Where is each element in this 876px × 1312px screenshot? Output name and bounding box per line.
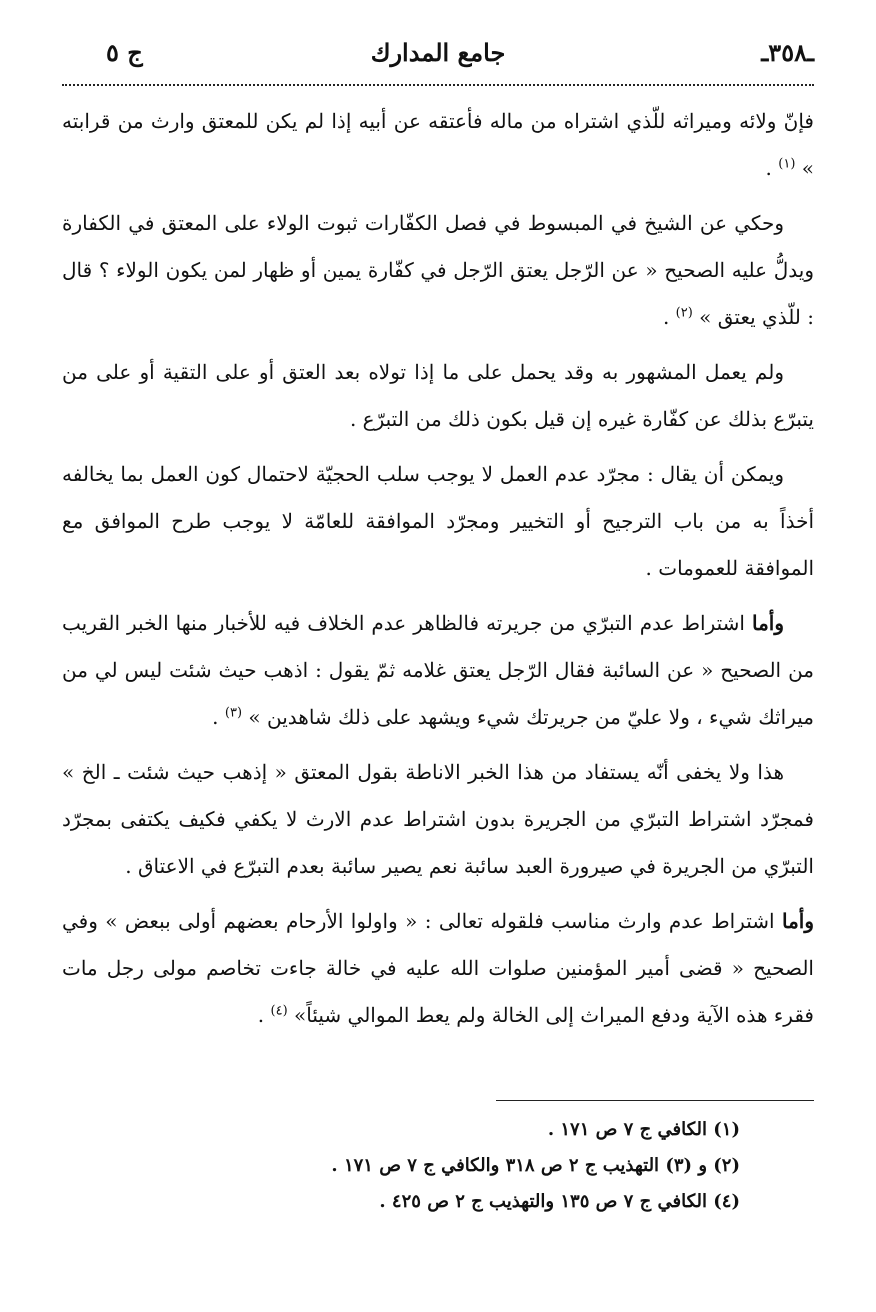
main-text (62, 98, 814, 1090)
paragraph (62, 98, 814, 192)
book-title: جامع المدارك (370, 38, 506, 67)
footnote: (٤) الكافي ج ٧ ص ١٣٥ والتهذيب ج ٢ ص ٤٢٥ . (379, 1191, 740, 1212)
header-divider (62, 84, 814, 86)
footnote: (١) الكافي ج ٧ ص ١٧١ . (547, 1119, 740, 1140)
paragraph (62, 451, 814, 592)
volume-label: ج ٥ (106, 38, 143, 67)
footnote: (٢) و (٣) التهذيب ج ٢ ص ٣١٨ والكافي ج ٧ ص ١٧١ . (331, 1155, 740, 1176)
footnote-ref: (٢) (675, 305, 693, 321)
paragraph-tail: . (257, 1003, 265, 1027)
page-number: ـ٣٥٨ـ (761, 38, 814, 67)
paragraph (62, 200, 814, 341)
page-header (62, 36, 814, 84)
paragraph-lead: وأما (781, 909, 814, 933)
paragraph-text: وحكي عن الشيخ في المبسوط في فصل الكفّارات ثبوت الولاء على المعتق في الكفارة ويدلُّ عليه الصحيح « عن الرّجل يعتق الرّجل في كفّارة يمين أو ظهار لمن يكون الولاء ؟ قال : للّذي يعتق » (62, 211, 814, 329)
paragraph-text: ويمكن أن يقال : مجرّد عدم العمل لا يوجب سلب الحجيّة لاحتمال كون العمل بما يخالفه أخذاً به من باب الترجيح أو التخيير ومجرّد الموافقة للعامّة لا يوجب طرح الموافق مع الموافقة للعمومات . (62, 462, 814, 580)
paragraph-text: اشتراط عدم التبرّي من جريرته فالظاهر عدم الخلاف فيه للأخبار منها الخبر القريب من الصحيح « عن السائبة فقال الرّجل يعتق غلامه ثمّ يقول : اذهب حيث شئت ليس لي من ميراثك شيء ، ولا عليّ من جريرتك شيء ويشهد على ذلك شاهدين » (62, 611, 814, 729)
paragraph-tail: . (765, 156, 772, 180)
paragraph-tail: . (662, 305, 670, 329)
footnote-divider (496, 1100, 814, 1101)
paragraph (62, 349, 814, 443)
paragraph-lead: وأما (751, 611, 785, 635)
paragraph-text: فإنّ ولائه وميراثه للّذي اشتراه من ماله فأعتقه عن أبيه إذا لم يكن للمعتق وارث من قرابته » (62, 109, 814, 180)
paragraph (62, 600, 814, 741)
paragraph-text: هذا ولا يخفى أنّه يستفاد من هذا الخبر الاناطة بقول المعتق « إذهب حيث شئت ـ الخ » فمجرّد اشتراط التبرّي من الجريرة بدون اشتراط عدم الارث لا يكفي فكيف يكتفى بمجرّد التبرّي من الجريرة في صيرورة العبد سائبة نعم يصير سائبة بعدم التبرّع في الاعتاق . (62, 760, 814, 878)
footnote-ref: (٣) (224, 705, 243, 721)
paragraph-text: اشتراط عدم وارث مناسب فلقوله تعالى : « واولوا الأرحام بعضهم أولى ببعض » وفي الصحيح « قضى أمير المؤمنين صلوات الله عليه في خالة جاءت تخاصم مولى رجل مات فقرء هذه الآية ودفع الميراث إلى الخالة ولم يعط الموالي شيئاً» (62, 909, 814, 1027)
footnote-ref: (١) (778, 156, 796, 172)
paragraph (62, 749, 814, 890)
footnotes (62, 1112, 814, 1220)
footnote-ref: (٤) (270, 1003, 288, 1019)
paragraph (62, 898, 814, 1039)
paragraph-tail: . (212, 705, 219, 729)
paragraph-text: ولم يعمل المشهور به وقد يحمل على ما إذا تولاه بعد العتق أو على التقية أو على من يتبرّع بذلك عن كفّارة غيره إن قيل بكون ذلك من التبرّع . (62, 360, 814, 431)
